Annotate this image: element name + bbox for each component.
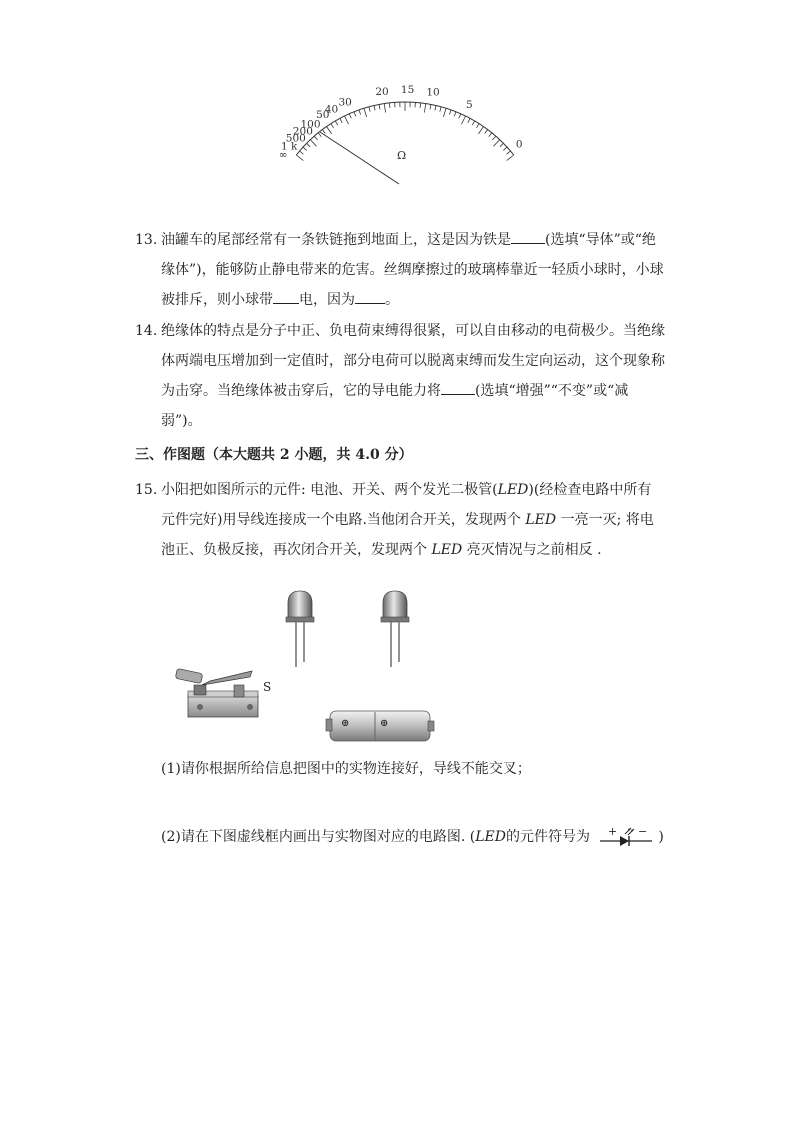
q14-text-1: 绝缘体的特点是分子中正、负电荷束缚得很紧，可以自由移动的电荷极少。当绝缘体两端电压增加到一定值时，部分电荷可以脱离束缚而发生定向运动，这个现象称为击穿。当绝缘体被击穿后，它的导电能力将 xyxy=(161,323,665,399)
dial-tick xyxy=(507,151,511,154)
dial-tick xyxy=(468,118,470,123)
dial-tick xyxy=(340,118,342,123)
dial-tick xyxy=(354,112,356,117)
dial-tick xyxy=(303,147,307,150)
question-number: 15. xyxy=(135,482,158,498)
answer-blank[interactable] xyxy=(355,289,385,304)
dial-tick xyxy=(331,124,334,128)
dial-tick xyxy=(507,155,514,161)
dial-tick xyxy=(440,107,441,112)
dial-tick xyxy=(459,114,461,119)
q13-text-3: 电，因为 xyxy=(299,292,355,308)
dial-tick xyxy=(364,108,367,117)
led-left-icon xyxy=(286,591,314,667)
question-body xyxy=(161,475,665,565)
dial-tick xyxy=(478,127,483,134)
q15-text-3: 一亮一灭; 将电池正、负极反接，再次闭合开关，发现两个 xyxy=(161,512,654,558)
section-heading xyxy=(135,443,413,467)
dial-tick xyxy=(379,105,380,110)
dial-scale-label: 50 xyxy=(316,109,330,122)
led-term: LED xyxy=(525,512,557,528)
subquestion-2-text-3: ) xyxy=(658,829,664,845)
dial-tick xyxy=(307,143,311,147)
subquestion-1 xyxy=(161,758,531,780)
dial-tick xyxy=(489,133,492,137)
switch-label: S xyxy=(263,680,272,694)
led-symbol-plus: + xyxy=(608,825,618,838)
question-13 xyxy=(135,225,665,315)
q13-text-4: 。 xyxy=(385,292,399,308)
dial-scale-label: 200 xyxy=(292,125,313,138)
dial-scale-label: 100 xyxy=(300,118,321,131)
dial-tick xyxy=(318,133,321,137)
dial-tick xyxy=(359,110,361,115)
question-number: 13. xyxy=(135,232,158,248)
dial-scale-label: 5 xyxy=(466,98,473,111)
dial-tick xyxy=(310,140,316,147)
q15-text-2: )(经检查电路中所有元件完好)用导线连接成一个电路.当他闭合开关，发现两个 xyxy=(161,482,652,528)
subquestion-1-text: (1)请你根据所给信息把图中的实物连接好，导线不能交叉； xyxy=(161,761,531,777)
led-symbol-icon xyxy=(598,825,654,847)
dial-tick xyxy=(500,143,504,147)
led-symbol-minus: − xyxy=(638,825,648,838)
question-number: 14. xyxy=(135,323,158,339)
dial-tick xyxy=(296,155,303,161)
dial-tick xyxy=(493,136,496,140)
dial-tick xyxy=(449,110,451,115)
dial-tick xyxy=(335,121,338,125)
dial-tick xyxy=(435,106,436,111)
dial-scale-label: 40 xyxy=(324,103,339,116)
knife-switch-icon xyxy=(175,668,258,717)
ohmmeter-dial-figure xyxy=(270,55,530,190)
q13-text-1: 油罐车的尾部经常有一条铁链拖到地面上，这是因为铁是 xyxy=(161,232,511,248)
answer-blank[interactable] xyxy=(273,289,299,304)
dial-scale-label: 1 k xyxy=(281,140,298,153)
dial-scale-label: 20 xyxy=(375,85,389,98)
dial-pointer xyxy=(320,132,399,184)
led-term: LED xyxy=(431,542,463,558)
section-title: 三、作图题 xyxy=(135,447,205,463)
dial-tick xyxy=(314,136,317,140)
battery-plus-left: ⊕ xyxy=(341,718,350,729)
components-figure xyxy=(170,585,470,745)
dial-scale-label: 30 xyxy=(338,96,352,109)
question-body xyxy=(161,316,665,436)
dial-tick xyxy=(430,105,431,110)
dial-tick xyxy=(369,107,370,112)
subquestion-2-text-1: (2)请在下图虚线框内画出与实物图对应的电路图. ( xyxy=(161,829,476,845)
dial-tick xyxy=(485,130,488,134)
q15-text-4: 亮灭情况与之前相反 . xyxy=(462,542,602,558)
dial-tick xyxy=(424,104,425,113)
dial-tick xyxy=(494,140,500,147)
dial-tick xyxy=(477,124,480,128)
dial-unit-label: Ω xyxy=(397,149,407,162)
q15-text-1: 小阳把如图所示的元件: 电池、开关、两个发光二极管( xyxy=(161,482,498,498)
question-15 xyxy=(135,475,665,565)
question-body xyxy=(161,225,665,315)
dial-tick xyxy=(349,114,351,119)
section-detail: （本大题共 2 小题，共 4.0 分） xyxy=(205,447,413,463)
dial-tick xyxy=(454,112,456,117)
dial-scale-label: ∞ xyxy=(278,148,288,161)
dial-tick xyxy=(327,127,332,134)
dial-tick xyxy=(384,104,385,113)
dial-scale-label: 10 xyxy=(426,86,440,99)
dial-scale-label: 0 xyxy=(515,138,523,151)
answer-blank[interactable] xyxy=(441,380,475,395)
subquestion-2 xyxy=(161,825,664,848)
battery-plus-right: ⊕ xyxy=(380,718,389,729)
answer-blank[interactable] xyxy=(511,229,545,244)
battery-pack-icon xyxy=(326,711,434,741)
dial-tick xyxy=(420,103,421,108)
dial-tick xyxy=(300,151,304,154)
dial-tick xyxy=(472,121,475,125)
dial-tick xyxy=(462,116,466,124)
led-right-icon xyxy=(381,591,409,667)
question-14 xyxy=(135,316,665,436)
dial-scale-label: 15 xyxy=(400,84,415,96)
q13-text-2: (选填“导体”或“绝缘体”)，能够防止静电带来的危害。丝绸摩擦过的玻璃棒靠近一轻质小球时，小球被排斥，则小球带 xyxy=(161,232,664,308)
dial-scale-label: 500 xyxy=(285,132,306,145)
subquestion-2-text-2: 的元件符号为 xyxy=(505,829,590,845)
dial-tick xyxy=(443,108,446,117)
dial-tick xyxy=(503,147,507,150)
led-term: LED xyxy=(475,829,506,845)
q14-text-2: (选填“增强”“不变”或“减弱”)。 xyxy=(161,383,629,429)
dial-tick xyxy=(374,106,375,111)
dial-tick xyxy=(345,116,349,124)
dial-tick xyxy=(322,130,325,134)
led-term: LED xyxy=(497,482,529,498)
dial-tick xyxy=(389,103,390,108)
